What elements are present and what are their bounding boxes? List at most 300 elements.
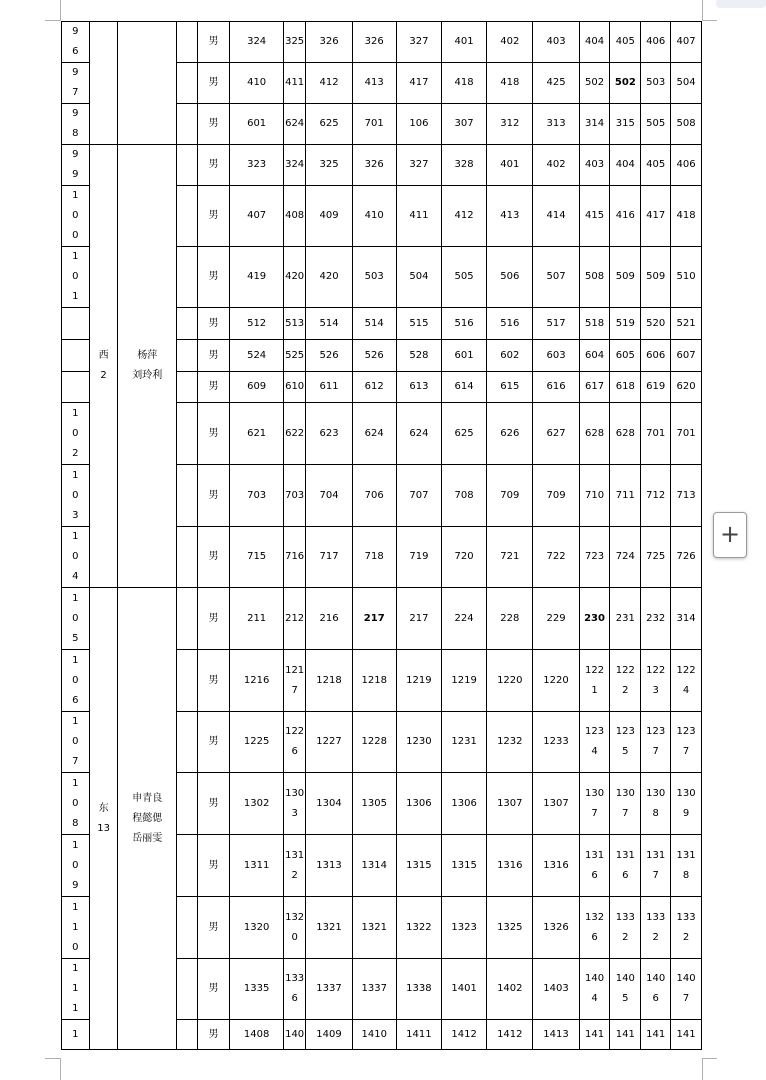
room-cell: 323 (230, 145, 283, 186)
room-cell: 405 (641, 145, 671, 186)
crop-mark-right-bottom-h (702, 1058, 717, 1059)
table-row (62, 22, 702, 63)
room-cell: 140 6 (641, 959, 671, 1020)
room-cell: 140 5 (610, 959, 641, 1020)
room-cell: 326 (306, 22, 352, 63)
room-cell: 1402 (487, 959, 533, 1020)
room-cell: 626 (487, 403, 533, 465)
room-cell: 516 (442, 308, 487, 340)
room-cell: 407 (230, 186, 283, 247)
crop-mark-left-bottom-v (60, 1058, 61, 1080)
room-cell: 1315 (442, 835, 487, 897)
room-cell: 1316 (487, 835, 533, 897)
room-cell: 624 (283, 104, 306, 145)
table-row (62, 145, 702, 186)
room-cell: 133 6 (283, 959, 306, 1020)
room-assignment-table (61, 21, 702, 1050)
room-cell: 503 (641, 63, 671, 104)
room-cell: 1408 (230, 1020, 283, 1050)
room-cell: 720 (442, 527, 487, 588)
room-cell: 504 (396, 247, 441, 308)
room-cell: 1307 (533, 773, 579, 835)
room-cell: 1323 (442, 897, 487, 959)
sex-cell: 男 (197, 372, 230, 403)
room-cell: 711 (610, 465, 641, 527)
room-cell: 1320 (230, 897, 283, 959)
names-cell: 杨萍 刘玲利 (118, 145, 177, 588)
room-cell: 405 (610, 22, 641, 63)
room-cell: 504 (671, 63, 702, 104)
room-cell: 216 (306, 588, 352, 650)
room-cell: 627 (533, 403, 579, 465)
room-cell: 131 6 (579, 835, 610, 897)
row-number: 1 0 1 (62, 247, 90, 308)
sex-cell: 男 (197, 1020, 230, 1050)
room-cell: 715 (230, 527, 283, 588)
room-cell: 607 (671, 340, 702, 372)
room-cell: 402 (533, 145, 579, 186)
room-cell: 601 (230, 104, 283, 145)
room-cell: 314 (671, 588, 702, 650)
room-cell: 1322 (396, 897, 441, 959)
room-cell: 516 (487, 308, 533, 340)
blank-cell (177, 897, 198, 959)
room-cell: 1232 (487, 712, 533, 773)
room-cell: 414 (533, 186, 579, 247)
crop-mark-left-bottom-h (45, 1058, 60, 1059)
room-cell: 328 (442, 145, 487, 186)
room-cell: 503 (352, 247, 396, 308)
room-cell: 402 (487, 22, 533, 63)
room-cell: 1321 (306, 897, 352, 959)
crop-mark-right-top-h (702, 20, 717, 21)
row-number: 1 0 5 (62, 588, 90, 650)
blank-cell (177, 712, 198, 773)
row-number: 9 6 (62, 22, 90, 63)
room-cell: 417 (641, 186, 671, 247)
blank-cell (177, 186, 198, 247)
sex-cell: 男 (197, 145, 230, 186)
room-cell: 1227 (306, 712, 352, 773)
room-cell: 217 (396, 588, 441, 650)
room-cell: 505 (641, 104, 671, 145)
room-cell: 520 (641, 308, 671, 340)
room-cell: 1307 (487, 773, 533, 835)
room-cell: 140 7 (671, 959, 702, 1020)
row-number: 9 8 (62, 104, 90, 145)
room-cell: 418 (442, 63, 487, 104)
room-cell: 1218 (352, 650, 396, 712)
blank-cell (177, 773, 198, 835)
room-cell: 410 (230, 63, 283, 104)
room-cell: 624 (396, 403, 441, 465)
room-cell: 131 6 (610, 835, 641, 897)
room-cell: 410 (352, 186, 396, 247)
room-cell: 307 (442, 104, 487, 145)
room-cell: 1305 (352, 773, 396, 835)
room-cell: 415 (579, 186, 610, 247)
sex-cell: 男 (197, 465, 230, 527)
blank-cell (177, 145, 198, 186)
row-number: 1 0 2 (62, 403, 90, 465)
room-cell: 1220 (533, 650, 579, 712)
room-cell: 1337 (306, 959, 352, 1020)
room-cell: 525 (283, 340, 306, 372)
room-cell: 140 (283, 1020, 306, 1050)
row-number: 9 7 (62, 63, 90, 104)
room-cell: 717 (306, 527, 352, 588)
room-cell: 701 (641, 403, 671, 465)
zone-cell: 西 2 (89, 145, 118, 588)
row-number: 1 0 4 (62, 527, 90, 588)
room-cell: 1325 (487, 897, 533, 959)
room-cell: 1231 (442, 712, 487, 773)
room-cell: 1228 (352, 712, 396, 773)
room-cell: 1410 (352, 1020, 396, 1050)
room-cell: 1316 (533, 835, 579, 897)
room-cell: 517 (533, 308, 579, 340)
room-cell: 1412 (487, 1020, 533, 1050)
room-cell: 703 (283, 465, 306, 527)
room-cell: 718 (352, 527, 396, 588)
room-cell: 509 (610, 247, 641, 308)
sex-cell: 男 (197, 712, 230, 773)
room-cell: 411 (283, 63, 306, 104)
room-cell: 409 (306, 186, 352, 247)
room-cell: 1218 (306, 650, 352, 712)
room-cell: 315 (610, 104, 641, 145)
room-cell: 617 (579, 372, 610, 403)
room-cell: 404 (579, 22, 610, 63)
room-cell: 133 2 (610, 897, 641, 959)
room-cell: 621 (230, 403, 283, 465)
table-row (62, 588, 702, 650)
room-cell: 211 (230, 588, 283, 650)
room-cell: 611 (306, 372, 352, 403)
row-number: 1 0 3 (62, 465, 90, 527)
room-cell: 141 (671, 1020, 702, 1050)
room-cell: 224 (442, 588, 487, 650)
room-cell: 1306 (442, 773, 487, 835)
room-cell: 704 (306, 465, 352, 527)
row-number: 1 (62, 1020, 90, 1050)
plus-icon: + (719, 520, 741, 548)
room-cell: 723 (579, 527, 610, 588)
room-cell: 403 (533, 22, 579, 63)
room-cell: 231 (610, 588, 641, 650)
blank-cell (177, 372, 198, 403)
blank-cell (177, 340, 198, 372)
names-cell (118, 22, 177, 145)
room-cell: 141 (641, 1020, 671, 1050)
zone-cell: 东 13 (89, 588, 118, 1050)
row-number: 1 0 7 (62, 712, 90, 773)
room-cell: 130 9 (671, 773, 702, 835)
zone-cell (89, 22, 118, 145)
room-cell: 122 1 (579, 650, 610, 712)
blank-cell (177, 835, 198, 897)
room-cell: 418 (487, 63, 533, 104)
room-cell: 1313 (306, 835, 352, 897)
room-cell: 122 6 (283, 712, 306, 773)
blank-cell (177, 1020, 198, 1050)
room-cell: 122 4 (671, 650, 702, 712)
room-cell: 1225 (230, 712, 283, 773)
room-cell: 721 (487, 527, 533, 588)
room-cell: 618 (610, 372, 641, 403)
room-cell: 1411 (396, 1020, 441, 1050)
room-cell: 528 (396, 340, 441, 372)
room-cell: 133 2 (641, 897, 671, 959)
sex-cell: 男 (197, 63, 230, 104)
room-cell: 619 (641, 372, 671, 403)
room-cell: 508 (579, 247, 610, 308)
room-cell: 413 (487, 186, 533, 247)
sex-cell: 男 (197, 340, 230, 372)
room-cell: 512 (230, 308, 283, 340)
room-cell: 701 (671, 403, 702, 465)
room-cell: 419 (230, 247, 283, 308)
room-cell: 123 7 (671, 712, 702, 773)
room-cell: 141 (579, 1020, 610, 1050)
blank-cell (177, 308, 198, 340)
room-cell: 412 (442, 186, 487, 247)
room-cell: 606 (641, 340, 671, 372)
room-cell: 613 (396, 372, 441, 403)
room-cell: 708 (442, 465, 487, 527)
room-cell: 417 (396, 63, 441, 104)
room-cell: 624 (352, 403, 396, 465)
room-cell: 713 (671, 465, 702, 527)
room-cell: 628 (610, 403, 641, 465)
room-cell: 413 (352, 63, 396, 104)
names-cell: 申青良 程懿偲 岳丽雯 (118, 588, 177, 1050)
room-cell: 130 7 (610, 773, 641, 835)
sex-cell: 男 (197, 403, 230, 465)
room-cell: 722 (533, 527, 579, 588)
room-cell: 514 (306, 308, 352, 340)
room-cell: 123 4 (579, 712, 610, 773)
room-cell: 707 (396, 465, 441, 527)
room-cell: 130 7 (579, 773, 610, 835)
blank-cell (177, 22, 198, 63)
crop-mark-right-top-v (702, 0, 703, 21)
room-cell: 404 (610, 145, 641, 186)
room-cell: 1412 (442, 1020, 487, 1050)
room-cell: 620 (671, 372, 702, 403)
room-cell: 123 7 (641, 712, 671, 773)
room-cell: 526 (306, 340, 352, 372)
crop-mark-left-top-v (60, 0, 61, 21)
room-cell: 130 3 (283, 773, 306, 835)
room-cell: 420 (283, 247, 306, 308)
room-cell: 612 (352, 372, 396, 403)
room-cell: 131 2 (283, 835, 306, 897)
room-cell: 408 (283, 186, 306, 247)
crop-mark-left-top-h (45, 20, 60, 21)
room-cell: 515 (396, 308, 441, 340)
room-cell: 719 (396, 527, 441, 588)
room-cell: 610 (283, 372, 306, 403)
room-cell: 325 (306, 145, 352, 186)
room-cell: 411 (396, 186, 441, 247)
room-cell: 628 (579, 403, 610, 465)
sex-cell: 男 (197, 247, 230, 308)
room-cell: 1219 (396, 650, 441, 712)
sex-cell: 男 (197, 835, 230, 897)
sex-cell: 男 (197, 588, 230, 650)
room-cell: 230 (579, 588, 610, 650)
room-cell: 1335 (230, 959, 283, 1020)
row-number: 1 1 0 (62, 897, 90, 959)
blank-cell (177, 403, 198, 465)
room-cell: 726 (671, 527, 702, 588)
room-cell: 502 (579, 63, 610, 104)
room-cell: 106 (396, 104, 441, 145)
room-cell: 133 2 (671, 897, 702, 959)
blank-cell (177, 104, 198, 145)
room-cell: 326 (352, 145, 396, 186)
room-cell: 615 (487, 372, 533, 403)
room-cell: 416 (610, 186, 641, 247)
row-number: 1 0 9 (62, 835, 90, 897)
room-cell: 716 (283, 527, 306, 588)
room-cell: 401 (442, 22, 487, 63)
room-cell: 1409 (306, 1020, 352, 1050)
room-cell: 132 6 (579, 897, 610, 959)
sex-cell: 男 (197, 650, 230, 712)
room-cell: 519 (610, 308, 641, 340)
room-cell: 1216 (230, 650, 283, 712)
blank-cell (177, 588, 198, 650)
room-cell: 1311 (230, 835, 283, 897)
room-cell: 326 (352, 22, 396, 63)
room-cell: 605 (610, 340, 641, 372)
room-cell: 232 (641, 588, 671, 650)
room-cell: 1337 (352, 959, 396, 1020)
blank-cell (177, 650, 198, 712)
row-number (62, 372, 90, 403)
room-cell: 312 (487, 104, 533, 145)
room-cell: 509 (641, 247, 671, 308)
room-cell: 724 (610, 527, 641, 588)
room-cell: 401 (487, 145, 533, 186)
room-cell: 314 (579, 104, 610, 145)
room-cell: 502 (610, 63, 641, 104)
room-cell: 701 (352, 104, 396, 145)
room-cell: 604 (579, 340, 610, 372)
room-cell: 601 (442, 340, 487, 372)
room-cell: 425 (533, 63, 579, 104)
room-cell: 712 (641, 465, 671, 527)
crop-mark-right-bottom-v (702, 1058, 703, 1080)
row-number: 1 0 8 (62, 773, 90, 835)
room-cell: 710 (579, 465, 610, 527)
room-cell: 526 (352, 340, 396, 372)
room-cell: 602 (487, 340, 533, 372)
blank-cell (177, 247, 198, 308)
room-cell: 1338 (396, 959, 441, 1020)
room-cell: 122 2 (610, 650, 641, 712)
blank-cell (177, 959, 198, 1020)
room-cell: 406 (641, 22, 671, 63)
room-cell: 506 (487, 247, 533, 308)
row-number: 1 0 6 (62, 650, 90, 712)
room-cell: 1401 (442, 959, 487, 1020)
room-cell: 1314 (352, 835, 396, 897)
room-cell: 703 (230, 465, 283, 527)
room-cell: 313 (533, 104, 579, 145)
room-cell: 122 3 (641, 650, 671, 712)
sex-cell: 男 (197, 104, 230, 145)
room-cell: 622 (283, 403, 306, 465)
room-cell: 609 (230, 372, 283, 403)
row-number: 1 1 1 (62, 959, 90, 1020)
room-cell: 514 (352, 308, 396, 340)
add-plus-button[interactable] (713, 512, 747, 558)
sex-cell: 男 (197, 308, 230, 340)
room-cell: 327 (396, 145, 441, 186)
room-cell: 327 (396, 22, 441, 63)
room-cell: 412 (306, 63, 352, 104)
room-cell: 616 (533, 372, 579, 403)
sex-cell: 男 (197, 527, 230, 588)
room-cell: 1321 (352, 897, 396, 959)
room-cell: 140 4 (579, 959, 610, 1020)
room-cell: 121 7 (283, 650, 306, 712)
room-cell: 1302 (230, 773, 283, 835)
room-cell: 625 (442, 403, 487, 465)
room-cell: 217 (352, 588, 396, 650)
room-cell: 508 (671, 104, 702, 145)
row-number (62, 308, 90, 340)
room-cell: 603 (533, 340, 579, 372)
row-number (62, 340, 90, 372)
room-cell: 131 7 (641, 835, 671, 897)
blank-cell (177, 465, 198, 527)
room-cell: 518 (579, 308, 610, 340)
row-number: 1 0 0 (62, 186, 90, 247)
room-cell: 709 (533, 465, 579, 527)
sex-cell: 男 (197, 959, 230, 1020)
room-cell: 625 (306, 104, 352, 145)
room-cell: 324 (283, 145, 306, 186)
room-cell: 123 5 (610, 712, 641, 773)
room-cell: 709 (487, 465, 533, 527)
sex-cell: 男 (197, 186, 230, 247)
sex-cell: 男 (197, 22, 230, 63)
sex-cell: 男 (197, 773, 230, 835)
room-cell: 141 (610, 1020, 641, 1050)
room-cell: 505 (442, 247, 487, 308)
room-cell: 403 (579, 145, 610, 186)
room-cell: 407 (671, 22, 702, 63)
room-cell: 1230 (396, 712, 441, 773)
room-cell: 706 (352, 465, 396, 527)
room-cell: 1233 (533, 712, 579, 773)
room-cell: 725 (641, 527, 671, 588)
room-cell: 418 (671, 186, 702, 247)
room-cell: 325 (283, 22, 306, 63)
row-number: 9 9 (62, 145, 90, 186)
sex-cell: 男 (197, 897, 230, 959)
room-cell: 228 (487, 588, 533, 650)
room-cell: 406 (671, 145, 702, 186)
room-cell: 1315 (396, 835, 441, 897)
room-cell: 1306 (396, 773, 441, 835)
room-cell: 510 (671, 247, 702, 308)
room-cell: 1403 (533, 959, 579, 1020)
